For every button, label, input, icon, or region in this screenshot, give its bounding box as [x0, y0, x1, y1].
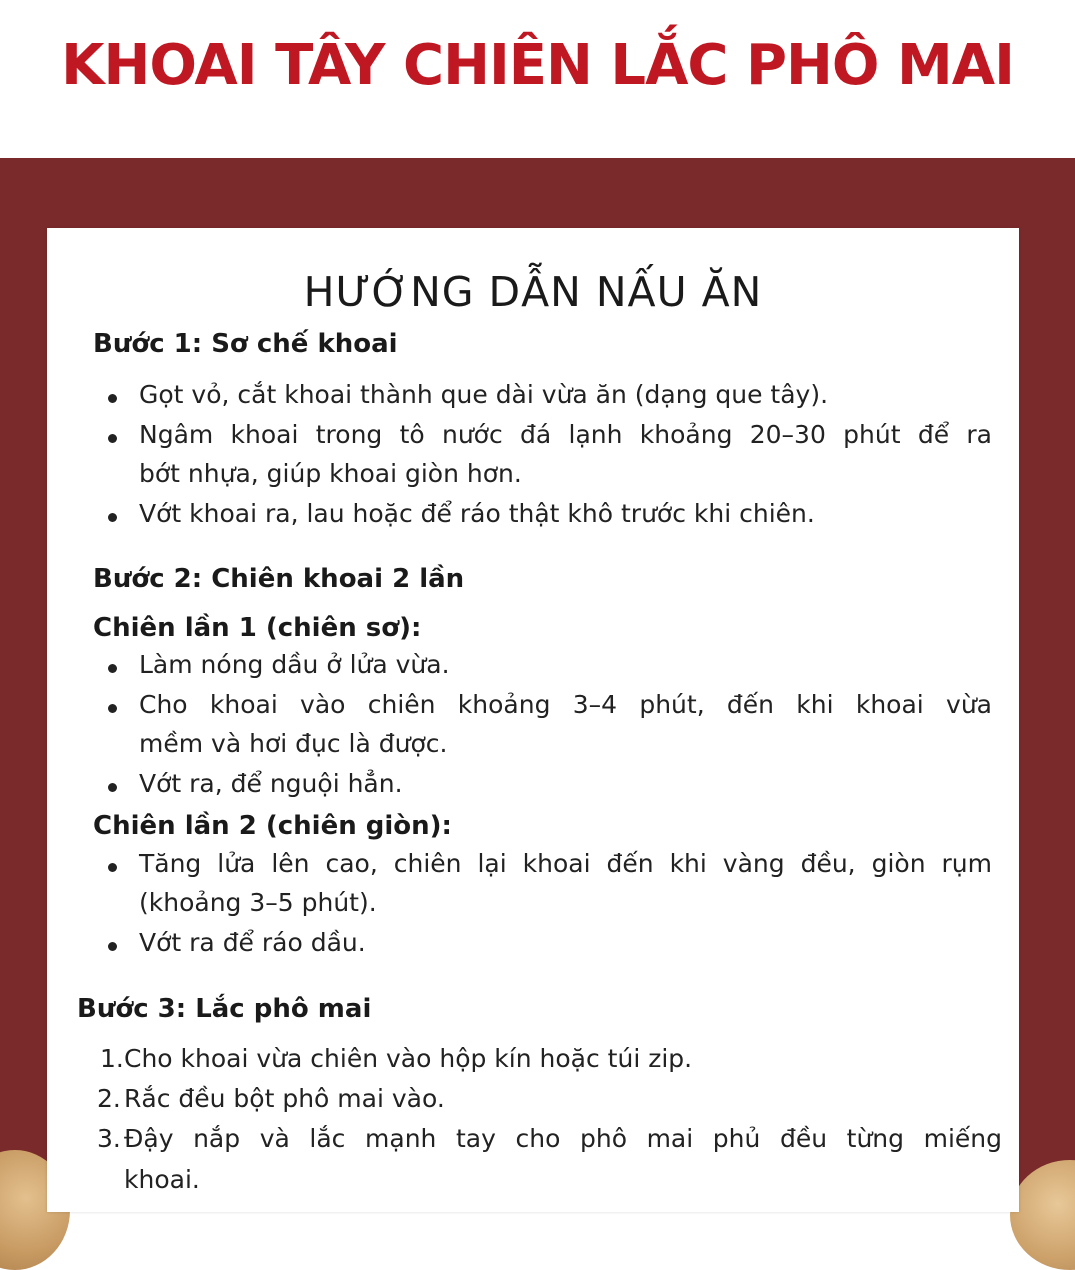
step1-heading: Bước 1: Sơ chế khoai	[93, 329, 398, 359]
step3-heading: Bước 3: Lắc phô mai	[77, 994, 372, 1024]
fry2-heading: Chiên lần 2 (chiên giòn):	[93, 811, 452, 841]
fry1-item2-line2: mềm và hơi đục là được.	[139, 729, 448, 758]
bullet-dot	[108, 513, 117, 522]
step1-item1-line1: Gọt vỏ, cắt khoai thành que dài vừa ăn (dạng que tây).	[139, 380, 829, 409]
fry2-item2-line1: Vớt ra để ráo dầu.	[139, 928, 366, 957]
step1-item2-line1: Ngâm khoai trong tô nước đá lạnh khoảng 20–30 phút để ra	[139, 420, 992, 449]
page-title: KHOAI TÂY CHIÊN LẮC PHÔ MAI	[61, 33, 1014, 98]
step3-item3-line2: khoai.	[124, 1165, 200, 1194]
fry1-item1-line1: Làm nóng dầu ở lửa vừa.	[139, 650, 450, 679]
step3-item2-line1: Rắc đều bột phô mai vào.	[124, 1084, 445, 1113]
step1-item3-line1: Vớt khoai ra, lau hoặc để ráo thật khô trước khi chiên.	[139, 499, 815, 528]
fry1-item3-line1: Vớt ra, để nguội hẳn.	[139, 769, 403, 798]
card-heading: HƯỚNG DẪN NẤU ĂN	[303, 268, 763, 316]
step1-item2-line2: bớt nhựa, giúp khoai giòn hơn.	[139, 459, 522, 488]
step3-item3-line1: Đậy nắp và lắc mạnh tay cho phô mai phủ đều từng miếng	[124, 1124, 1002, 1153]
bullet-dot	[108, 394, 117, 403]
fry2-item1-line2: (khoảng 3–5 phút).	[139, 888, 377, 917]
fry2-item1-line1: Tăng lửa lên cao, chiên lại khoai đến khi vàng đều, giòn rụm	[139, 849, 992, 878]
bullet-dot	[108, 704, 117, 713]
instruction-card	[47, 228, 1019, 1212]
step3-item1-number: 1.	[100, 1044, 124, 1073]
bullet-dot	[108, 942, 117, 951]
bullet-dot	[108, 434, 117, 443]
step3-item3-number: 3.	[97, 1124, 121, 1153]
step2-heading: Bước 2: Chiên khoai 2 lần	[93, 564, 465, 594]
bullet-dot	[108, 664, 117, 673]
bullet-dot	[108, 783, 117, 792]
step3-item2-number: 2.	[97, 1084, 121, 1113]
fry1-heading: Chiên lần 1 (chiên sơ):	[93, 613, 422, 643]
fry1-item2-line1: Cho khoai vào chiên khoảng 3–4 phút, đến khi khoai vừa	[139, 690, 992, 719]
bullet-dot	[108, 863, 117, 872]
step3-item1-line1: Cho khoai vừa chiên vào hộp kín hoặc túi zip.	[124, 1044, 693, 1073]
